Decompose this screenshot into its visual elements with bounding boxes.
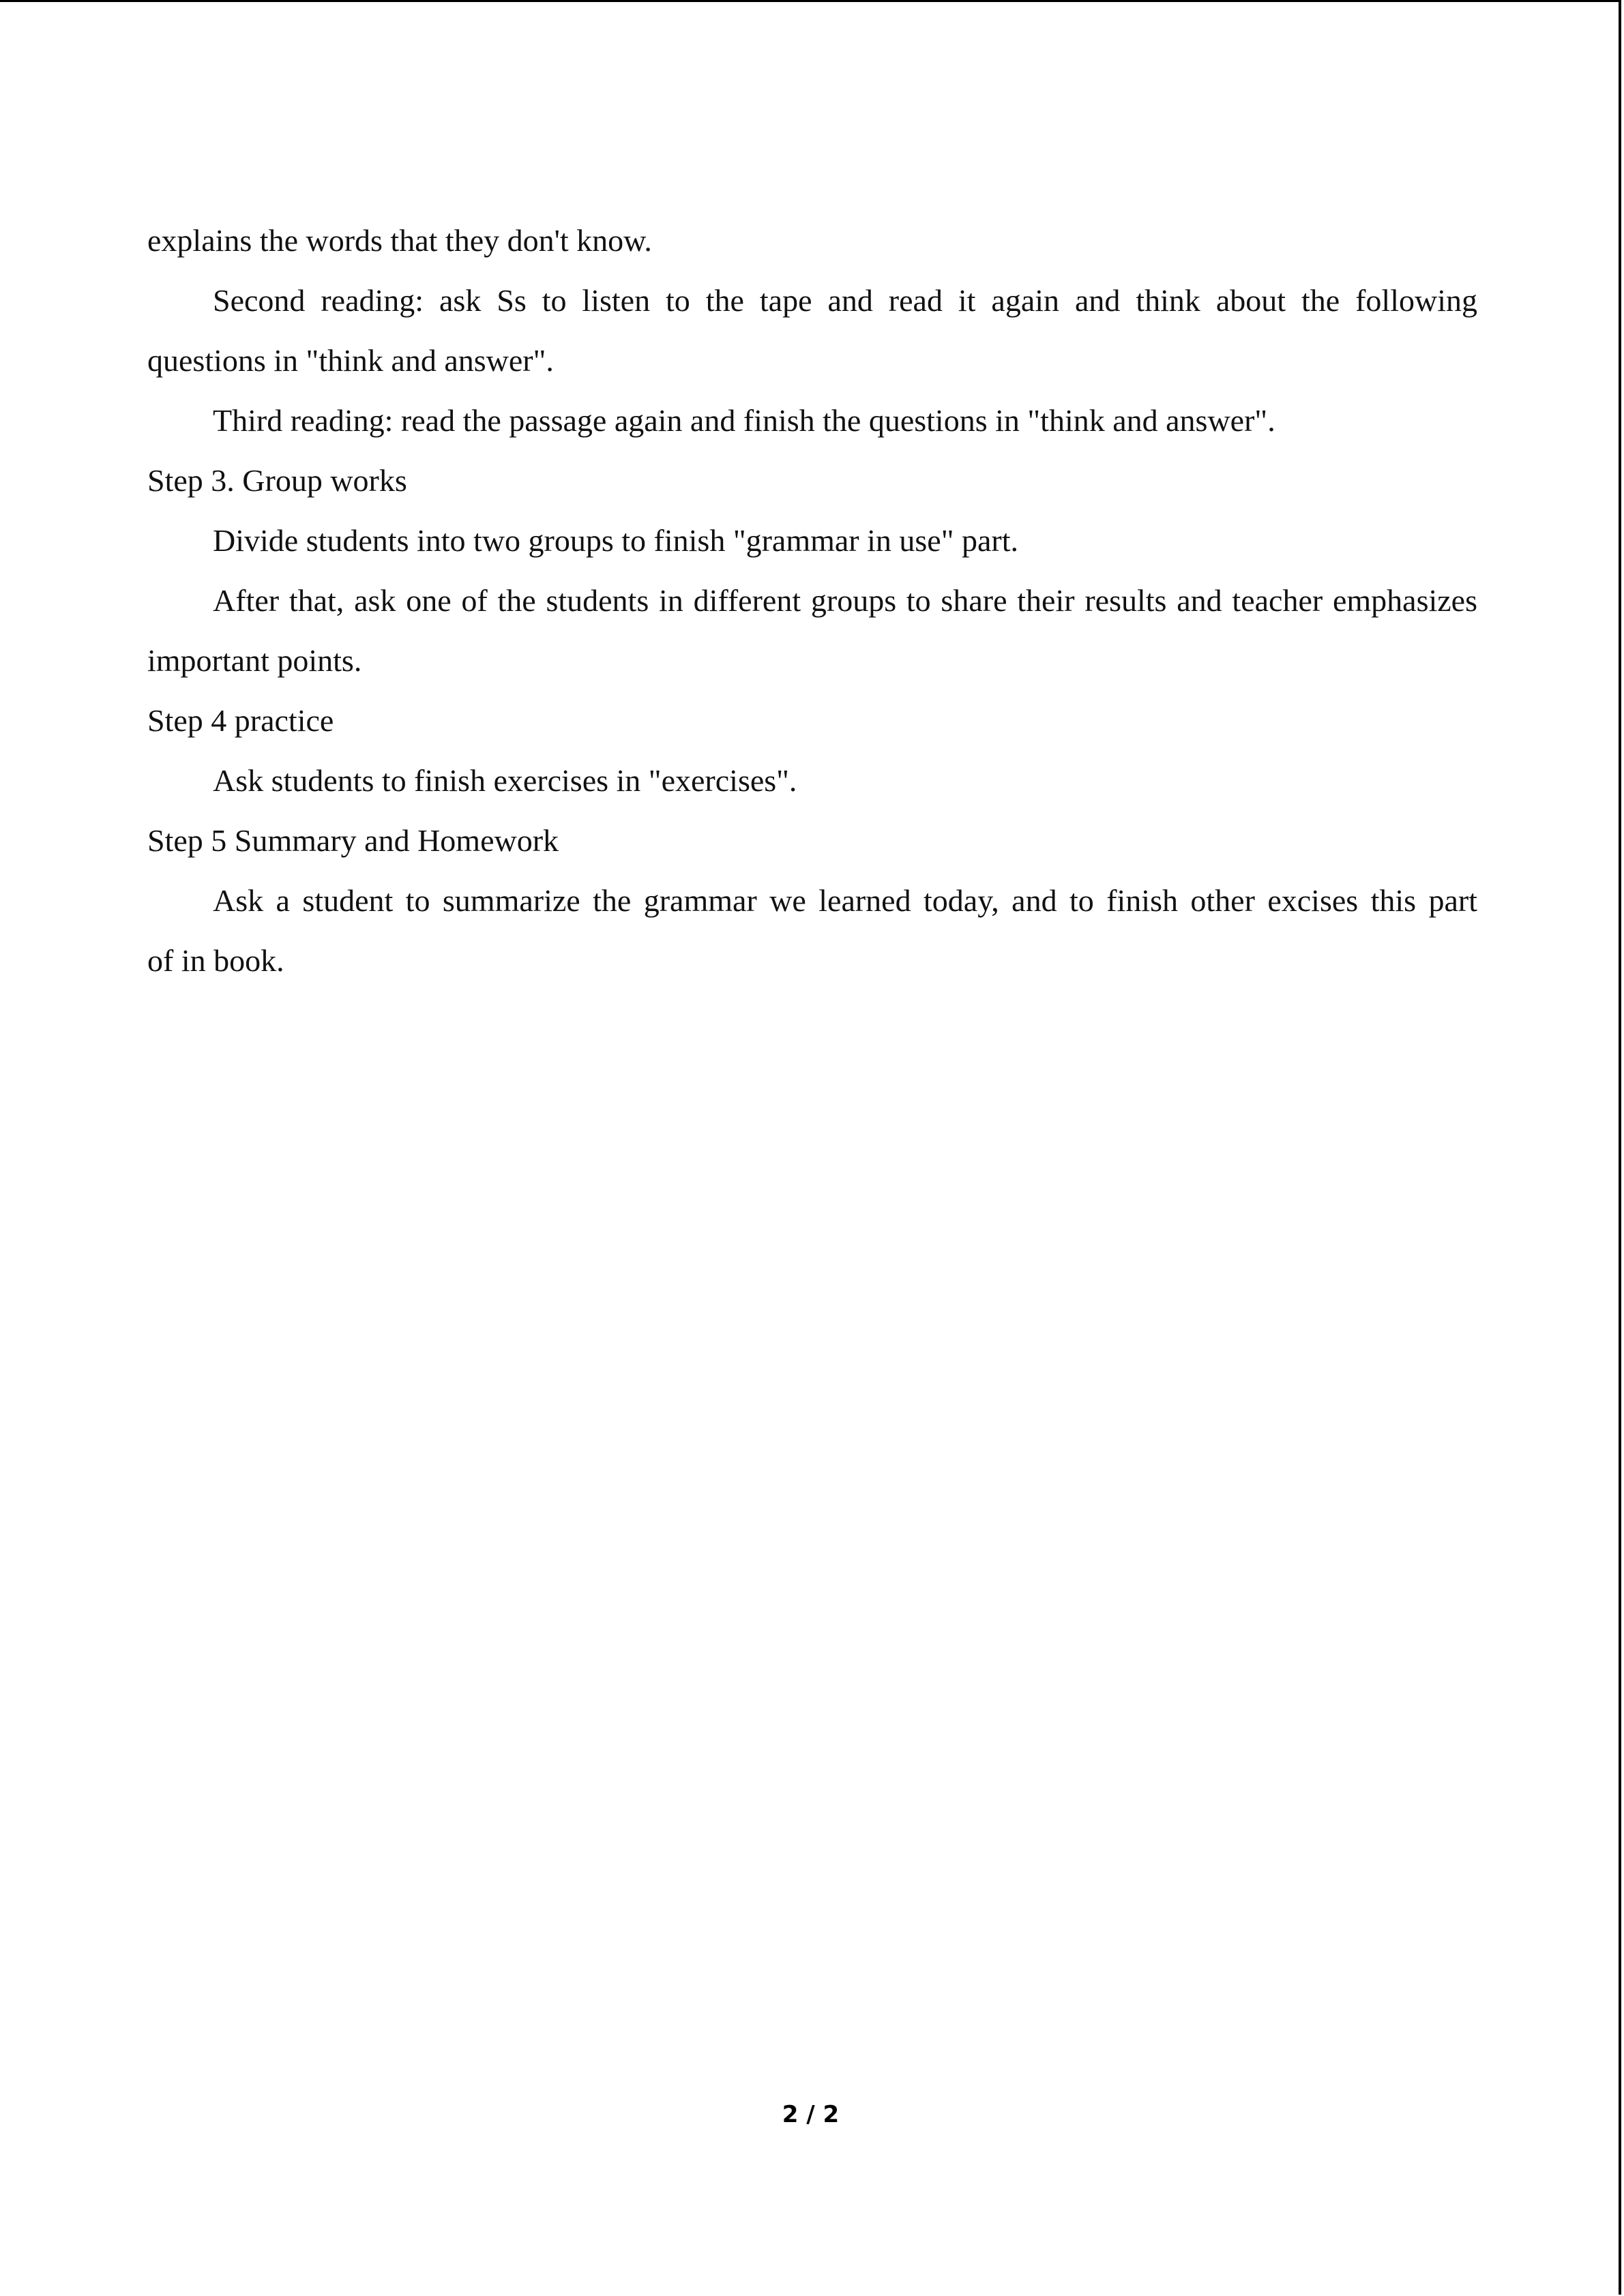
paragraph-line: Second reading: ask Ss to listen to the tape and read it again and think about the following <box>213 283 1477 318</box>
paragraph-continuation: explains the words that they don't know. <box>147 223 652 258</box>
share-results-paragraph <box>147 571 1477 691</box>
third-reading-paragraph <box>147 391 1477 451</box>
step-3-heading: Step 3. Group works <box>147 463 407 498</box>
paragraph-line: Divide students into two groups to finish "grammar in use" part. <box>213 523 1019 558</box>
paragraph-line: of in book. <box>147 943 284 978</box>
second-reading-paragraph <box>147 271 1477 391</box>
summary-paragraph <box>147 871 1477 991</box>
page-number: 2 / 2 <box>782 2101 840 2128</box>
step-5-heading: Step 5 Summary and Homework <box>147 823 559 858</box>
document-body <box>147 211 1477 991</box>
step-4-heading: Step 4 practice <box>147 703 334 738</box>
paragraph-line: After that, ask one of the students in different groups to share their results and teacher emphasizes <box>213 583 1477 618</box>
group-division-paragraph <box>147 511 1477 571</box>
paragraph-line: questions in "think and answer". <box>147 343 554 378</box>
paragraph-line: Third reading: read the passage again and finish the questions in "think and answer". <box>213 403 1275 438</box>
practice-paragraph <box>147 751 1477 811</box>
paragraph-line: Ask a student to summarize the grammar we learned today, and to finish other excises this part <box>213 883 1477 918</box>
paragraph-line: important points. <box>147 643 362 678</box>
paragraph-line: Ask students to finish exercises in "exercises". <box>213 763 797 798</box>
